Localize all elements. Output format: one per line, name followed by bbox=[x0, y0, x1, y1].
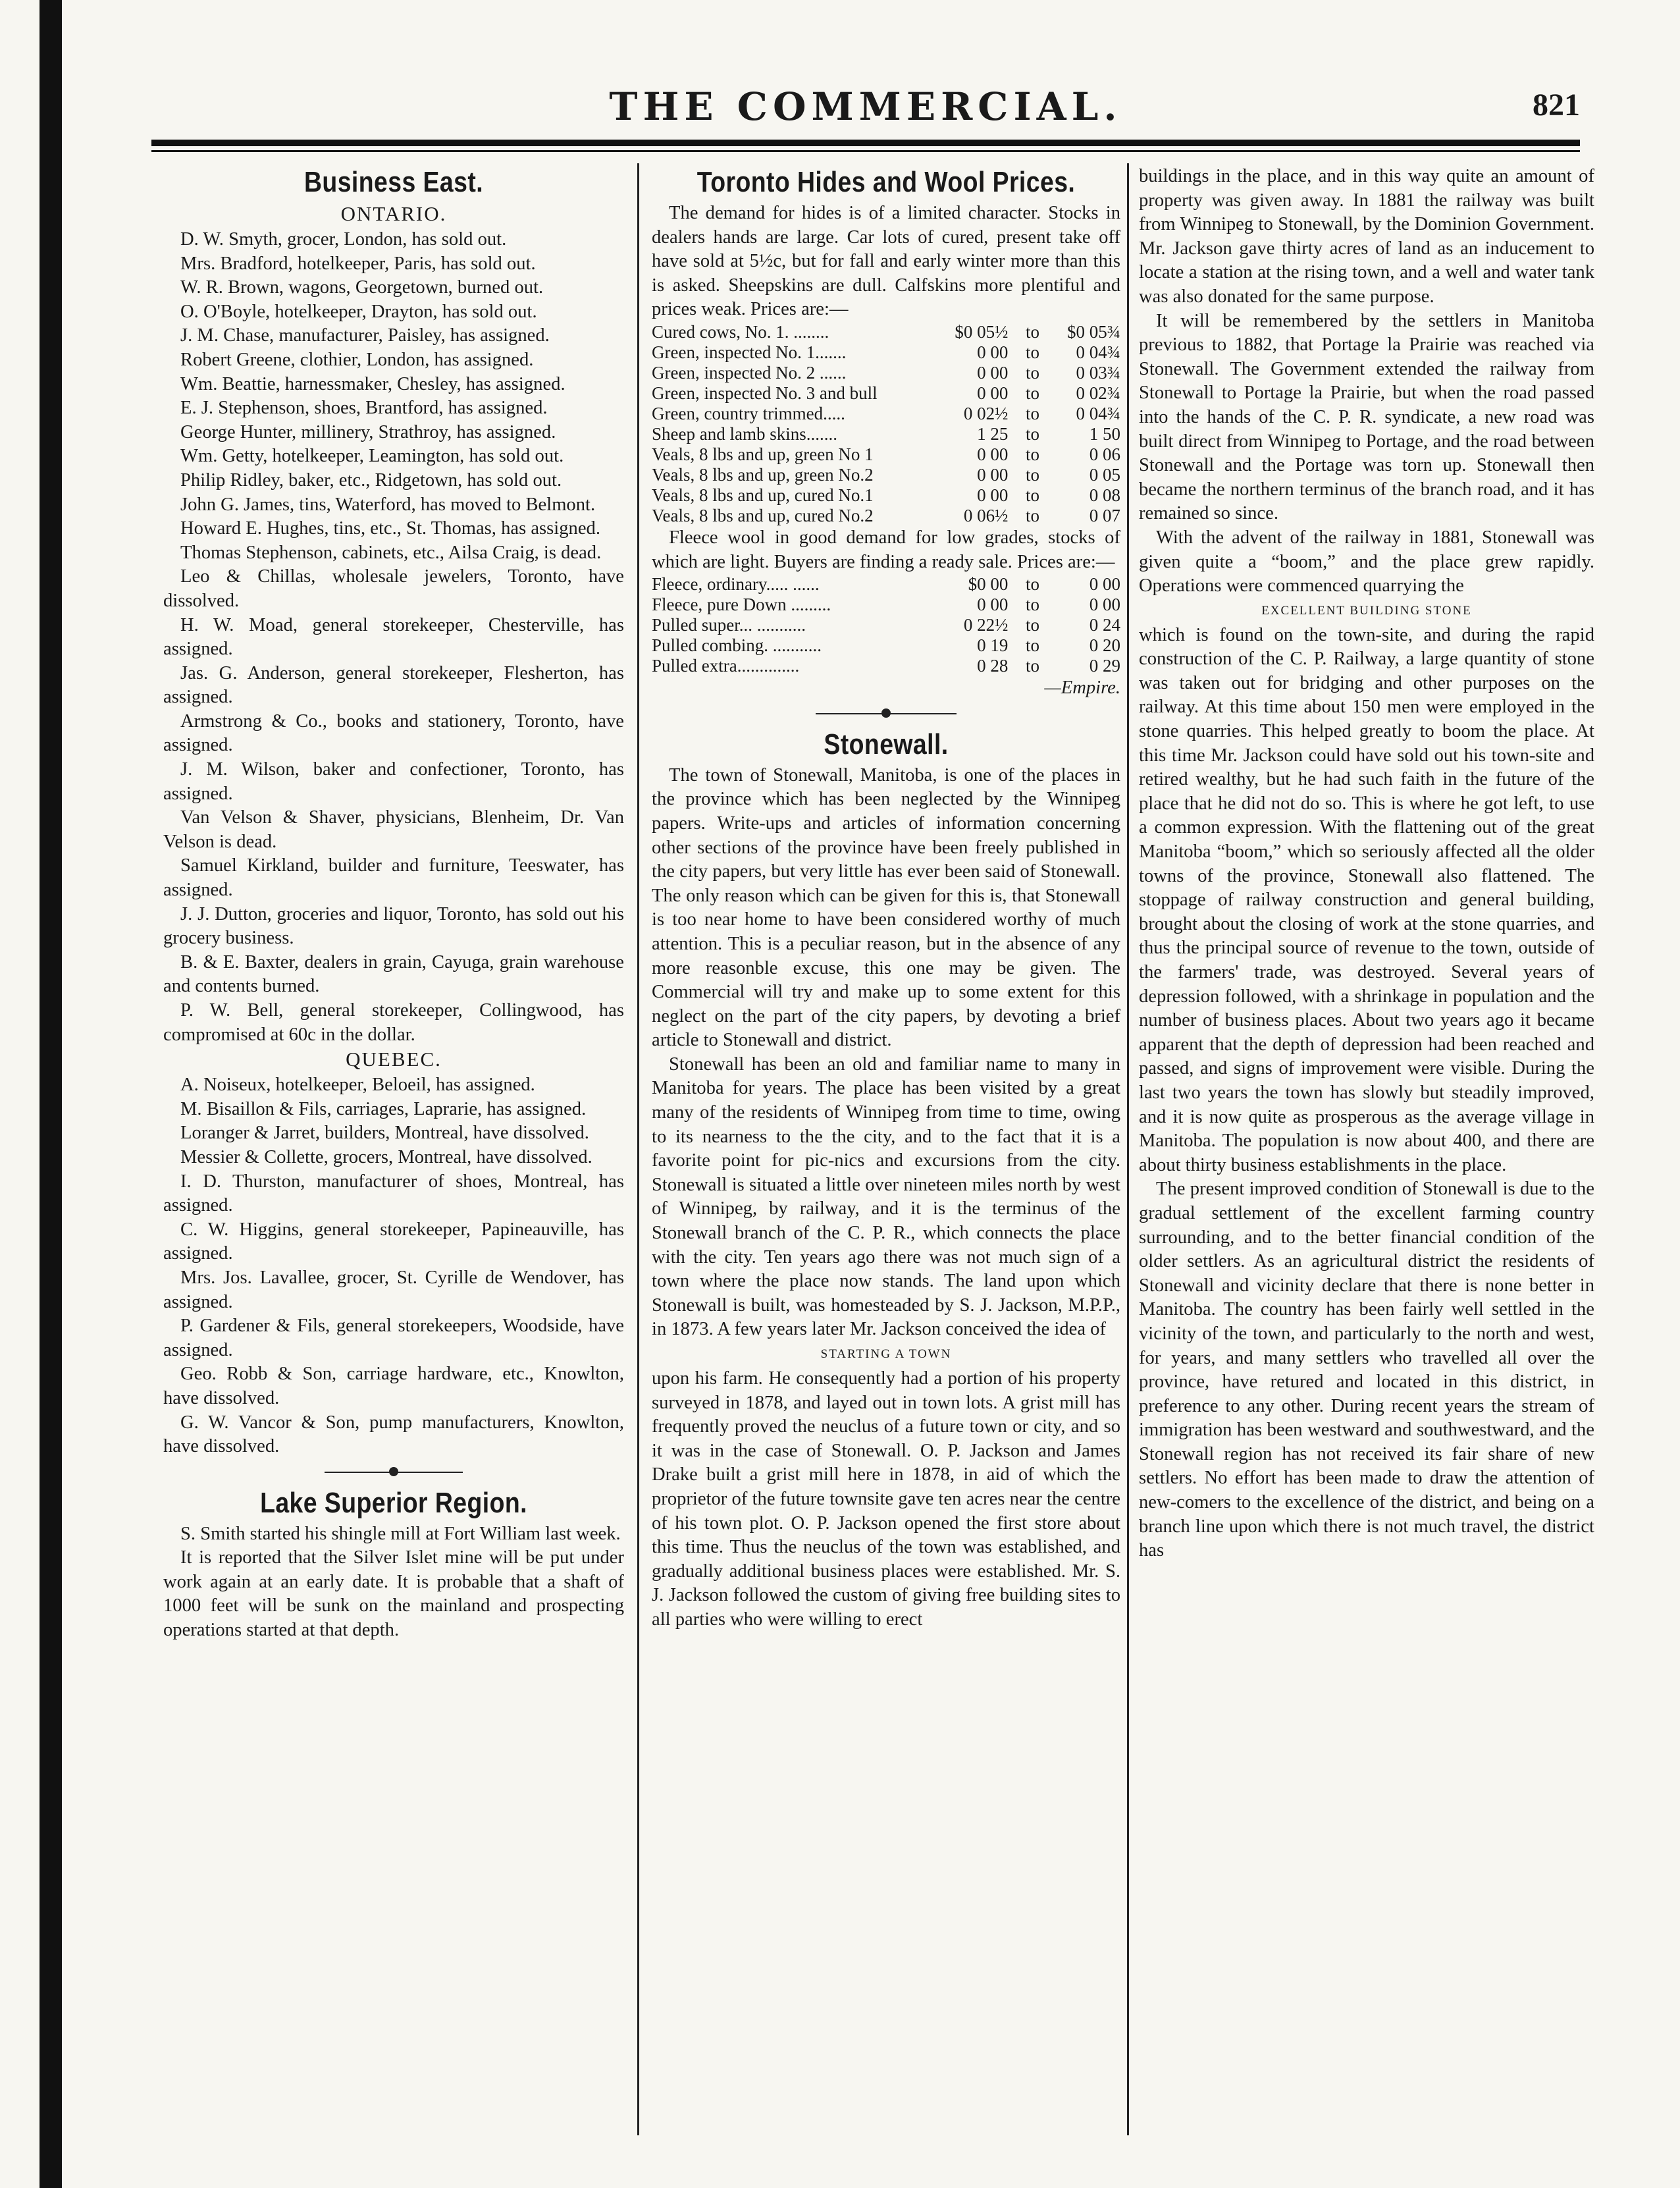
price-item-label: Pulled extra.............. bbox=[652, 656, 800, 676]
price-high: $0 05¾ bbox=[1067, 321, 1120, 342]
price-high: 0 20 bbox=[1089, 635, 1120, 656]
list-item: Loranger & Jarret, builders, Montreal, have dissolved. bbox=[180, 1123, 589, 1144]
section-divider bbox=[163, 1463, 624, 1481]
price-high: 0 24 bbox=[1089, 615, 1120, 635]
price-high: 0 04¾ bbox=[1076, 403, 1120, 423]
list-item: P. Gardener & Fils, general storekeepers, Woodside, have assigned. bbox=[163, 1316, 624, 1360]
paragraph: S. Smith started his shingle mill at Fort William last week. bbox=[180, 1523, 621, 1544]
paragraph: Stonewall has been an old and familiar name to many in Manitoba for years. The place has been visited by a great many of the residents of Winnipeg from time to time, owing to its nearness to the the city, and to the fact that it is a favorite point for pic-nics and excursions from the city. Stonewall is situated a little over nineteen miles north by west of Winnipeg, by railway, and it is the terminus of the Stonewall branch of the C. P. R., which connects the place with the city. Ten years ago there was not much sign of a town where the place now stands. The land upon which Stonewall is built, was homesteaded by S. J. Jackson, M.P.P., in 1873. A few years later Mr. Jackson conceived the idea of bbox=[652, 1054, 1120, 1340]
price-item-label: Veals, 8 lbs and up, green No.2 bbox=[652, 464, 874, 485]
stonewall-heading: Stonewall. bbox=[824, 728, 949, 760]
list-item: Thomas Stephenson, cabinets, etc., Ailsa Craig, is dead. bbox=[180, 542, 602, 563]
table-row bbox=[652, 424, 1120, 444]
price-to: to bbox=[1025, 383, 1039, 403]
list-item: J. J. Dutton, groceries and liquor, Toronto, has sold out his grocery business. bbox=[163, 903, 624, 949]
price-to: to bbox=[1025, 403, 1039, 423]
page-number: 821 bbox=[1533, 88, 1580, 122]
list-item: E. J. Stephenson, shoes, Brantford, has assigned. bbox=[180, 398, 548, 419]
list-item: Geo. Robb & Son, carriage hardware, etc., Knowlton, have dissolved. bbox=[163, 1364, 624, 1408]
paragraph: which is found on the town-site, and during the rapid construction of the C. P. Railway, a large quantity of stone was taken out for bridging and other purposes on the railway. At this time about 150 men were employed in the stone quarries. This helped greatly to boom the place. At this time Mr. Jackson could have sold out his town-site and retired wealthy, but he had such faith in the future of the place that he did not do so. This is where he got left, to use a common expression. With the flattening out of the great Manitoba “boom,” which so seriously affected all the older towns of the province, Stonewall also flattened. The stoppage of railway construction and general building, brought about the closing of work at the stone quarries, and thus the principal source of revenue to the town, outside of the farmers' trade, was destroyed. Several years of depression followed, with a shrinkage in population and the number of business places. About two years ago it became apparent that the depth of depression had been reached and passed, and signs of improvement were visible. During the last two years the town has slowly but steadily improved, and it is now quite as prosperous as the average village in Manitoba. The population is now about 400, and there are about thirty business establishments in the place. bbox=[1139, 624, 1594, 1175]
list-item: Van Velson & Shaver, physicians, Blenheim, Dr. Van Velson is dead. bbox=[163, 807, 624, 852]
list-item: I. D. Thurston, manufacturer of shoes, Montreal, has assigned. bbox=[163, 1171, 624, 1216]
ontario-heading: ONTARIO. bbox=[340, 202, 447, 225]
list-item: Howard E. Hughes, tins, etc., St. Thomas, has assigned. bbox=[180, 518, 600, 539]
price-to: to bbox=[1025, 423, 1039, 444]
masthead bbox=[151, 84, 1580, 144]
price-item-label: Fleece, ordinary..... ...... bbox=[652, 574, 820, 595]
list-item: H. W. Moad, general storekeeper, Chesterville, has assigned. bbox=[163, 614, 624, 660]
column-2 bbox=[652, 165, 1120, 2148]
list-item: Philip Ridley, baker, etc., Ridgetown, has sold out. bbox=[180, 469, 562, 491]
list-item: Leo & Chillas, wholesale jewelers, Toronto, have dissolved. bbox=[163, 566, 624, 611]
price-to: to bbox=[1025, 574, 1039, 595]
list-item: J. M. Wilson, baker and confectioner, Toronto, has assigned. bbox=[163, 759, 624, 804]
list-item: Robert Greene, clothier, London, has assigned. bbox=[180, 349, 534, 370]
list-item: Mrs. Bradford, hotelkeeper, Paris, has sold out. bbox=[180, 253, 536, 274]
price-to: to bbox=[1025, 485, 1039, 505]
quebec-heading: QUEBEC. bbox=[346, 1048, 442, 1071]
price-high: 0 06 bbox=[1089, 444, 1120, 464]
list-item: J. M. Chase, manufacturer, Paisley, has assigned. bbox=[180, 325, 550, 346]
table-row bbox=[652, 615, 1120, 635]
paragraph: It is reported that the Silver Islet mine will be put under work again at an early date. It is probable that a shaft of 1000 feet will be sunk on the mainland and prospecting operations started at that depth. bbox=[163, 1547, 624, 1641]
price-to: to bbox=[1025, 464, 1039, 485]
price-to: to bbox=[1025, 595, 1039, 615]
price-high: 0 08 bbox=[1089, 485, 1120, 505]
price-item-label: Sheep and lamb skins....... bbox=[652, 423, 837, 444]
building-stone-subhead: EXCELLENT BUILDING STONE bbox=[1261, 603, 1472, 618]
list-item: P. W. Bell, general storekeeper, Collingwood, has compromised at 60c in the dollar. bbox=[163, 1000, 624, 1045]
price-high: 0 00 bbox=[1089, 595, 1120, 615]
price-to: to bbox=[1025, 362, 1039, 383]
list-item: Messier & Collette, grocers, Montreal, have dissolved. bbox=[180, 1146, 592, 1167]
price-high: 0 04¾ bbox=[1076, 342, 1120, 362]
wool-intro: Fleece wool in good demand for low grades, stocks of which are light. Buyers are finding a ready sale. Prices are:— bbox=[652, 527, 1120, 572]
table-row bbox=[652, 322, 1120, 342]
table-row bbox=[652, 595, 1120, 615]
quebec-entries bbox=[163, 1073, 624, 1459]
paragraph: The town of Stonewall, Manitoba, is one of the places in the province which has been neglected by the Winnipeg papers. Write-ups and articles of information concerning other sections of the province have been freely published in the city papers, but very little has ever been said of Stonewall. The only reason which can be given for this is, that Stonewall is too near home to have been considered worthy of much attention. This is a peculiar reason, but in the absence of any more reasonble excuse, this one may be given. The Commercial will try and make up to some extent for this neglect on the part of the city papers, by devoting a brief article to Stonewall and district. bbox=[652, 764, 1120, 1051]
price-low: 1 25 bbox=[977, 423, 1009, 444]
list-item: Wm. Beattie, harnessmaker, Chesley, has assigned. bbox=[180, 373, 565, 394]
price-low: 0 00 bbox=[977, 342, 1009, 362]
price-to: to bbox=[1025, 656, 1039, 676]
price-low: 0 00 bbox=[977, 383, 1009, 403]
table-row bbox=[652, 363, 1120, 383]
list-item: A. Noiseux, hotelkeeper, Beloeil, has assigned. bbox=[180, 1075, 535, 1096]
price-item-label: Veals, 8 lbs and up, cured No.1 bbox=[652, 485, 874, 505]
starting-a-town-paragraph: upon his farm. He consequently had a portion of his property surveyed in 1878, and layed out in town lots. A grist mill has frequently proved the neuclus of a future town or city, and so it was in the case of Stonewall. O. P. Jackson and James Drake built a grist mill here in 1878, in aid of which the proprietor of the future townsite gave ten acres near the centre of his town plot. O. P. Jackson opened the first store about this time. Thus the neuclus of the town was established, and gradually additional business places were established. Mr. S. J. Jackson followed the custom of giving free building sites to all parties who were willing to erect bbox=[652, 1368, 1120, 1630]
masthead-rule-thick bbox=[151, 140, 1580, 146]
price-low: 0 19 bbox=[977, 635, 1009, 656]
price-item-label: Green, inspected No. 1....... bbox=[652, 342, 847, 362]
price-low: 0 02½ bbox=[963, 403, 1009, 423]
price-to: to bbox=[1025, 635, 1039, 656]
price-item-label: Veals, 8 lbs and up, cured No.2 bbox=[652, 505, 874, 525]
price-item-label: Green, inspected No. 2 ...... bbox=[652, 362, 847, 383]
table-row bbox=[652, 574, 1120, 595]
stonewall-continued-paragraphs-b bbox=[1139, 624, 1594, 1563]
price-high: 0 03¾ bbox=[1076, 362, 1120, 383]
price-low: $0 05½ bbox=[955, 321, 1009, 342]
price-low: 0 00 bbox=[977, 444, 1009, 464]
table-row bbox=[652, 404, 1120, 424]
hides-intro: The demand for hides is of a limited character. Stocks in dealers hands are large. Car lots of cured, present take off have sold at 5½c, but for fall and early winter more than this is asked. Sheepskins are dull. Calfskins more plentiful and prices weak. Prices are:— bbox=[652, 203, 1120, 320]
list-item: W. R. Brown, wagons, Georgetown, burned out. bbox=[180, 277, 544, 298]
price-to: to bbox=[1025, 342, 1039, 362]
list-item: C. W. Higgins, general storekeeper, Papineauville, has assigned. bbox=[163, 1219, 624, 1264]
table-row bbox=[652, 342, 1120, 363]
list-item: Wm. Getty, hotelkeeper, Leamington, has sold out. bbox=[180, 446, 564, 467]
lake-superior-heading: Lake Superior Region. bbox=[260, 1486, 527, 1519]
newspaper-title: THE COMMERCIAL. bbox=[609, 84, 1122, 129]
hides-heading: Toronto Hides and Wool Prices. bbox=[696, 166, 1076, 198]
list-item: M. Bisaillon & Fils, carriages, Laprarie, has assigned. bbox=[180, 1098, 587, 1119]
lake-superior-paragraphs bbox=[163, 1522, 624, 1643]
price-to: to bbox=[1025, 505, 1039, 525]
price-to: to bbox=[1025, 444, 1039, 464]
price-high: 0 05 bbox=[1089, 464, 1120, 485]
price-item-label: Green, country trimmed..... bbox=[652, 403, 845, 423]
table-row bbox=[652, 465, 1120, 485]
business-east-heading: Business East. bbox=[303, 166, 484, 198]
price-high: 1 50 bbox=[1089, 423, 1120, 444]
price-item-label: Green, inspected No. 3 and bull bbox=[652, 383, 878, 403]
source-credit: —Empire. bbox=[1044, 678, 1120, 699]
table-row bbox=[652, 635, 1120, 656]
section-divider bbox=[652, 705, 1120, 723]
price-high: 0 02¾ bbox=[1076, 383, 1120, 403]
list-item: Armstrong & Co., books and stationery, Toronto, have assigned. bbox=[163, 710, 624, 756]
price-item-label: Veals, 8 lbs and up, green No 1 bbox=[652, 444, 874, 464]
price-high: 0 00 bbox=[1089, 574, 1120, 595]
stonewall-continued-paragraphs bbox=[1139, 165, 1594, 599]
page-edge-shadow bbox=[39, 0, 62, 2188]
price-low: 0 22½ bbox=[963, 615, 1009, 635]
table-row bbox=[652, 506, 1120, 526]
price-low: 0 00 bbox=[977, 485, 1009, 505]
price-low: 0 00 bbox=[977, 464, 1009, 485]
price-high: 0 07 bbox=[1089, 505, 1120, 525]
price-low: 0 06½ bbox=[963, 505, 1009, 525]
list-item: Mrs. Jos. Lavallee, grocer, St. Cyrille de Wendover, has assigned. bbox=[163, 1267, 624, 1312]
price-item-label: Pulled combing. ........... bbox=[652, 635, 822, 656]
table-row bbox=[652, 444, 1120, 465]
table-row bbox=[652, 656, 1120, 676]
price-to: to bbox=[1025, 321, 1039, 342]
list-item: Jas. G. Anderson, general storekeeper, Flesherton, has assigned. bbox=[163, 662, 624, 708]
table-row bbox=[652, 383, 1120, 404]
price-item-label: Fleece, pure Down ......... bbox=[652, 595, 831, 615]
paragraph: The present improved condition of Stonewall is due to the gradual settlement of the excellent farming country surrounding, and to the better financial condition of the older settlers. As an agricultural district the residents of Stonewall and vicinity declare that there is none better in Manitoba. The country has been fairly well settled in the vicinity of the town, and particularly to the north and west, for years, and many settlers who travelled all over the province, have retured and located in this district, in preference to any other. During recent years the stream of immigration has been westward and southwestward, and the Stonewall region has not received its fair share of new settlers. No effort has been made to draw the attention of new-comers to the excellence of the district, and being on a branch line upon which there is not much travel, the district has bbox=[1139, 1179, 1594, 1561]
paragraph: It will be remembered by the settlers in Manitoba previous to 1882, that Portage la Prairie was reached via Stonewall. The Government extended the railway from Stonewall to Portage la Prairie, but when the road passed into the hands of the C. P. R. syndicate, a new road was built direct from Winnipeg to Portage, and the road between Stonewall and the Portage was torn up. Stonewall then became the northern terminus of the branch road, and it has remained so since. bbox=[1139, 310, 1594, 524]
price-low: 0 28 bbox=[977, 656, 1009, 676]
list-item: O. O'Boyle, hotelkeeper, Drayton, has sold out. bbox=[180, 301, 537, 322]
list-item: John G. James, tins, Waterford, has moved to Belmont. bbox=[180, 494, 596, 515]
wool-price-table bbox=[652, 574, 1120, 676]
list-item: D. W. Smyth, grocer, London, has sold out. bbox=[180, 229, 507, 250]
price-to: to bbox=[1025, 615, 1039, 635]
price-item-label: Cured cows, No. 1. ........ bbox=[652, 321, 829, 342]
stonewall-paragraphs bbox=[652, 764, 1120, 1342]
price-item-label: Pulled super... ........... bbox=[652, 615, 806, 635]
hides-price-table bbox=[652, 322, 1120, 526]
column-3 bbox=[1139, 165, 1594, 2148]
masthead-rule-thin bbox=[151, 150, 1580, 152]
list-item: Samuel Kirkland, builder and furniture, Teeswater, has assigned. bbox=[163, 855, 624, 901]
list-item: G. W. Vancor & Son, pump manufacturers, Knowlton, have dissolved. bbox=[163, 1412, 624, 1457]
paragraph: buildings in the place, and in this way quite an amount of property was given away. In 1881 the railway was built from Winnipeg to Stonewall, by the Dominion Government. Mr. Jackson gave thirty acres of land as an inducement to locate a station at the rising town, and a well and water tank was also donated for the same purpose. bbox=[1139, 166, 1594, 307]
price-low: 0 00 bbox=[977, 595, 1009, 615]
table-row bbox=[652, 485, 1120, 506]
price-high: 0 29 bbox=[1089, 656, 1120, 676]
column-divider bbox=[1127, 163, 1129, 2135]
price-low: $0 00 bbox=[968, 574, 1009, 595]
price-low: 0 00 bbox=[977, 362, 1009, 383]
column-1 bbox=[163, 165, 624, 2148]
list-item: George Hunter, millinery, Strathroy, has assigned. bbox=[180, 421, 556, 442]
ontario-entries bbox=[163, 228, 624, 1047]
starting-a-town-subhead: STARTING A TOWN bbox=[820, 1347, 952, 1361]
list-item: B. & E. Baxter, dealers in grain, Cayuga, grain warehouse and contents burned. bbox=[163, 951, 624, 997]
column-divider bbox=[637, 163, 639, 2135]
paragraph: With the advent of the railway in 1881, Stonewall was given quite a “boom,” and the place grew rapidly. Operations were commenced quarrying the bbox=[1139, 527, 1594, 597]
